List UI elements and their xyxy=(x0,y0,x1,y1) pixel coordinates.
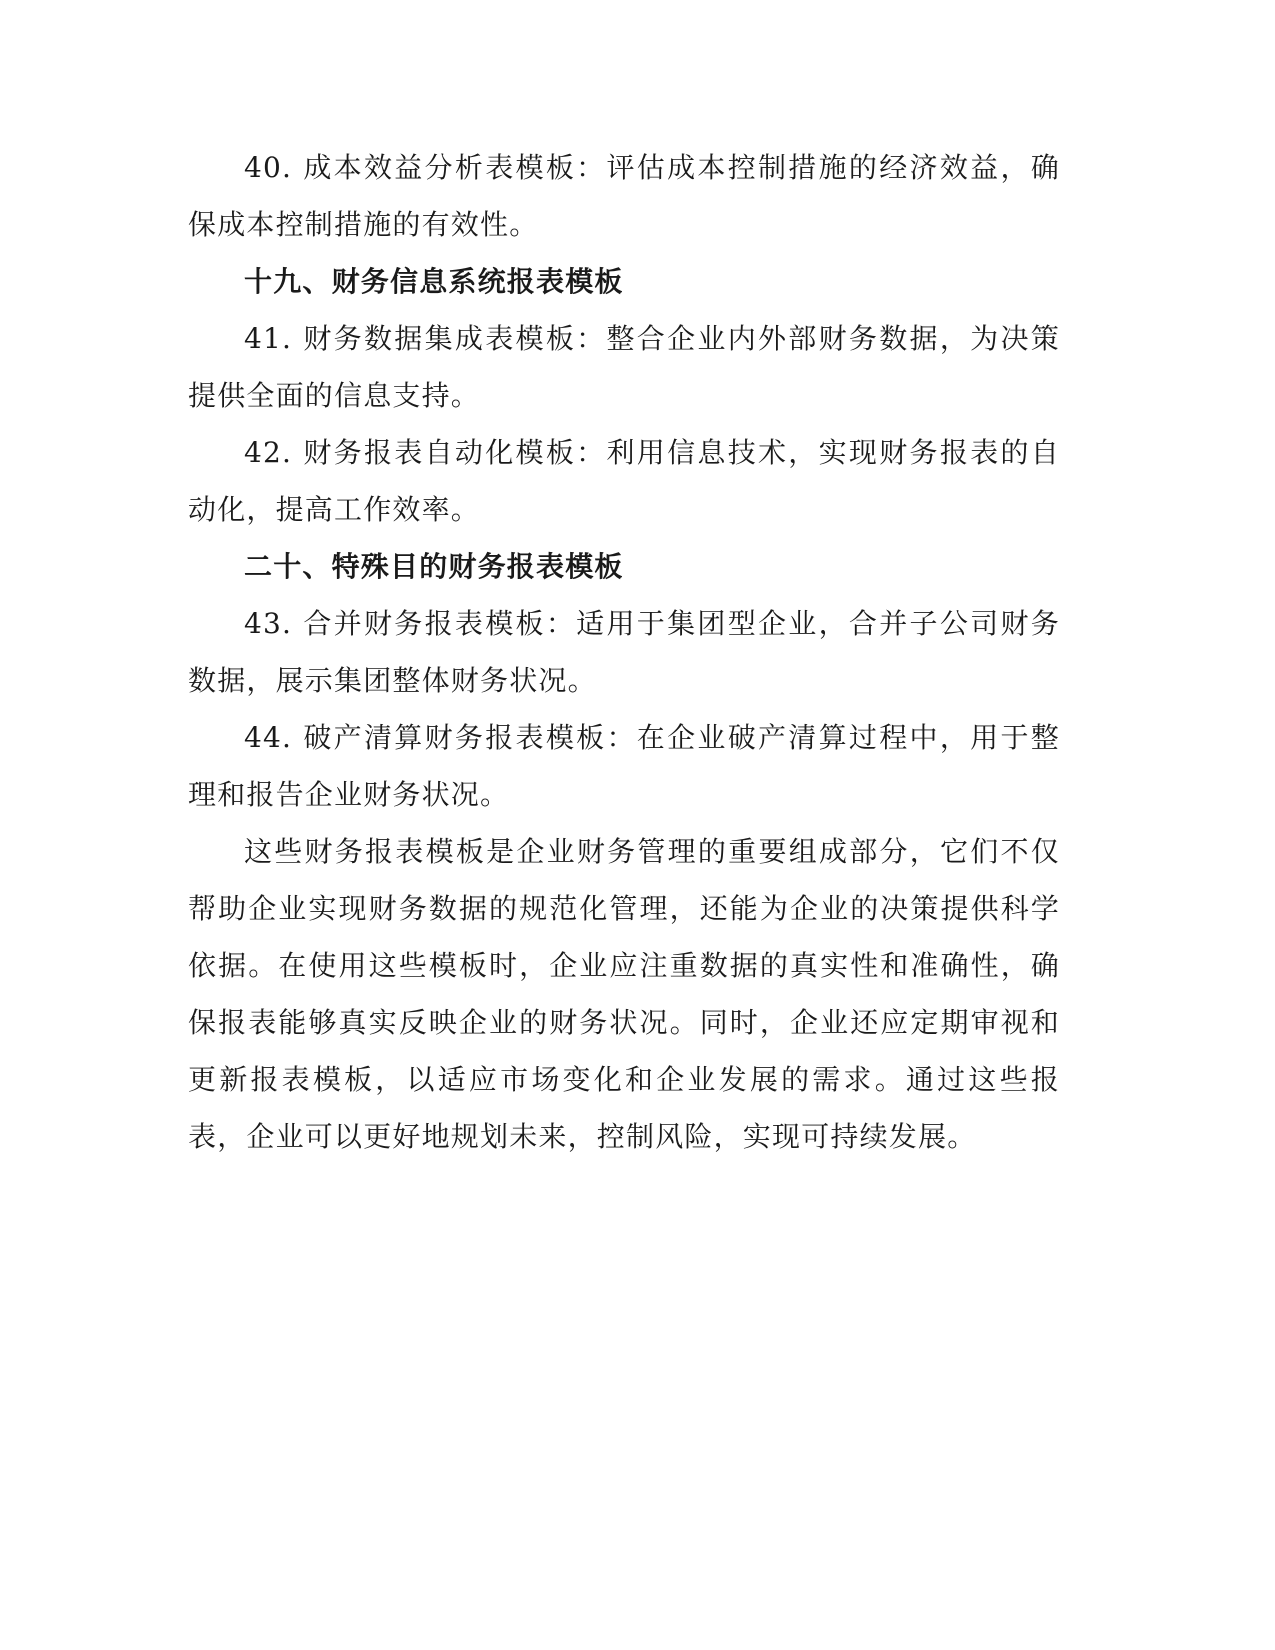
section-heading-20: 二十、特殊目的财务报表模板 xyxy=(244,550,624,583)
paragraph-item-42: 42. 财务报表自动化模板：利用信息技术，实现财务报表的自动化，提高工作效率。 xyxy=(188,436,1060,526)
document-body xyxy=(188,139,1060,1165)
paragraph-item-40: 40. 成本效益分析表模板：评估成本控制措施的经济效益，确保成本控制措施的有效性。 xyxy=(188,151,1060,241)
paragraph-item-43: 43. 合并财务报表模板：适用于集团型企业，合并子公司财务数据，展示集团整体财务状况。 xyxy=(188,607,1060,697)
conclusion-paragraph: 这些财务报表模板是企业财务管理的重要组成部分，它们不仅帮助企业实现财务数据的规范化管理，还能为企业的决策提供科学依据。在使用这些模板时，企业应注重数据的真实性和准确性，确保报表能够真实反映企业的财务状况。同时，企业还应定期审视和更新报表模板，以适应市场变化和企业发展的需求。通过这些报表，企业可以更好地规划未来，控制风险，实现可持续发展。 xyxy=(188,835,1060,1153)
paragraph-item-41: 41. 财务数据集成表模板：整合企业内外部财务数据，为决策提供全面的信息支持。 xyxy=(188,322,1060,412)
paragraph-item-44: 44. 破产清算财务报表模板：在企业破产清算过程中，用于整理和报告企业财务状况。 xyxy=(188,721,1060,811)
section-heading-19: 十九、财务信息系统报表模板 xyxy=(244,265,624,298)
